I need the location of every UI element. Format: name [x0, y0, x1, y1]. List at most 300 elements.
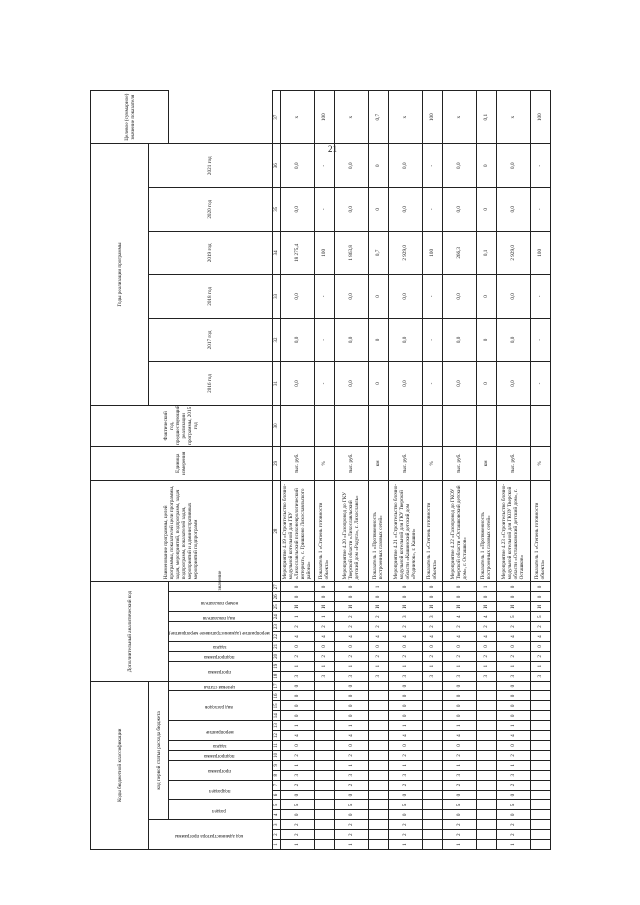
code-cell — [476, 691, 496, 701]
code-cell: 2 — [442, 750, 476, 760]
column-number: 6 — [272, 790, 280, 800]
code-cell: 0 — [530, 592, 550, 602]
code-cell: 2 — [280, 622, 314, 632]
code-cell — [368, 840, 388, 850]
column-number: 29 — [272, 446, 280, 480]
code-cell — [476, 701, 496, 711]
code-cell — [476, 760, 496, 770]
row-unit: км — [476, 446, 496, 480]
row-unit: тыс. руб. — [280, 446, 314, 480]
task-code-header: задача — [212, 743, 227, 749]
year-value: - — [530, 318, 550, 362]
code-cell: 0 — [334, 681, 368, 691]
column-number: 8 — [272, 770, 280, 780]
column-number: 31 — [272, 362, 280, 406]
code-cell — [422, 840, 442, 850]
code-cell: 2 — [368, 612, 388, 622]
code-cell: 1 — [280, 661, 314, 671]
year-value: - — [530, 362, 550, 406]
row-name: Мероприятие 4.22 «Газопровод до ГКОУ Тверской области «Осташковский детский дом», г. Осташков» — [442, 480, 476, 582]
code-cell — [476, 840, 496, 850]
indicator-number-header: номер показателя — [200, 599, 238, 605]
code-cell: 0 — [388, 691, 422, 701]
code-cell: 0 — [280, 681, 314, 691]
code-cell: 0 — [280, 790, 314, 800]
code-cell: 2 — [388, 622, 422, 632]
table-row — [388, 91, 422, 850]
table-row — [442, 91, 476, 850]
code-cell: 0 — [314, 592, 334, 602]
code-cell — [314, 750, 334, 760]
year-value: - — [422, 318, 442, 362]
row-unit: тыс. руб. — [334, 446, 368, 480]
code-cell: 0 — [442, 701, 476, 711]
code-cell: 1 — [368, 582, 388, 592]
target-value-header: значение — [169, 582, 273, 592]
row-target: x — [442, 91, 476, 144]
year-value: 0 — [368, 318, 388, 362]
code-cell: 3 — [442, 671, 476, 681]
code-cell: И — [334, 602, 368, 612]
code-cell: 3 — [422, 612, 442, 622]
column-number-row — [272, 91, 280, 850]
year-value: 0,0 — [280, 275, 314, 319]
code-cell — [368, 820, 388, 830]
code-cell — [314, 790, 334, 800]
column-number: 33 — [272, 275, 280, 319]
code-cell — [422, 810, 442, 820]
code-cell: И — [422, 602, 442, 612]
code-cell: И — [368, 602, 388, 612]
code-cell: 1 — [476, 661, 496, 671]
code-cell — [530, 711, 550, 721]
row-fact — [496, 405, 530, 446]
code-cell: 2 — [314, 651, 334, 661]
code-cell: 0 — [388, 681, 422, 691]
year-value: - — [422, 362, 442, 406]
code-cell: 1 — [334, 840, 368, 850]
column-number: 24 — [272, 612, 280, 622]
row-fact — [334, 405, 368, 446]
code-cell — [422, 790, 442, 800]
code-cell: 1 — [442, 760, 476, 770]
code-cell: 2 — [442, 780, 476, 790]
program-code-header: программа — [207, 768, 231, 774]
code-cell — [314, 681, 334, 691]
code-cell — [422, 830, 442, 840]
code-cell: 2 — [476, 622, 496, 632]
code-cell — [530, 810, 550, 820]
code-cell: 4 — [314, 632, 334, 642]
code-cell: 0 — [388, 592, 422, 602]
code-cell: 0 — [496, 641, 530, 651]
code-cell: 1 — [388, 840, 422, 850]
code-cell: 0 — [530, 641, 550, 651]
code-cell: 0 — [280, 691, 314, 701]
code-cell: 2 — [388, 830, 422, 840]
code-cell: 2 — [442, 622, 476, 632]
year-value: 2 929,0 — [388, 231, 422, 275]
row-unit: % — [314, 446, 334, 480]
row-unit: км — [368, 446, 388, 480]
code-cell — [530, 731, 550, 741]
code-cell: И — [476, 602, 496, 612]
code-cell: 0 — [334, 701, 368, 711]
code-cell: 2 — [368, 651, 388, 661]
row-target: 100 — [314, 91, 334, 144]
row-fact — [442, 405, 476, 446]
code-cell — [422, 731, 442, 741]
row-name: Показатель 1 «Степень готовности объекта» — [530, 480, 550, 582]
code-cell: 0 — [388, 582, 422, 592]
code-cell: 0 — [280, 711, 314, 721]
year-value: 0 — [476, 318, 496, 362]
code-cell: 4 — [334, 731, 368, 741]
code-cell: 0 — [314, 582, 334, 592]
year-value: 2 929,0 — [496, 231, 530, 275]
code-cell: 3 — [496, 770, 530, 780]
code-cell: 5 — [496, 800, 530, 810]
code-cell: 0 — [334, 641, 368, 651]
code-cell: 4 — [530, 632, 550, 642]
code-cell: 2 — [496, 651, 530, 661]
code-cell: 2 — [334, 780, 368, 790]
code-cell: 0 — [280, 810, 314, 820]
code-cell: 3 — [422, 671, 442, 681]
code-cell — [476, 790, 496, 800]
year-value: 0,0 — [388, 318, 422, 362]
code-cell — [476, 810, 496, 820]
code-cell: 4 — [334, 632, 368, 642]
code-cell: 2 — [280, 651, 314, 661]
code-cell — [314, 840, 334, 850]
year-value: - — [422, 188, 442, 232]
code-cell: И — [530, 602, 550, 612]
year-value: 18 275,4 — [280, 231, 314, 275]
column-number: 2 — [272, 830, 280, 840]
row-target: x — [334, 91, 368, 144]
row-target: x — [496, 91, 530, 144]
code-cell: 1 — [442, 661, 476, 671]
code-cell: 0 — [442, 691, 476, 701]
code-cell: 2 — [334, 612, 368, 622]
code-cell: 1 — [334, 661, 368, 671]
years-header: Годы реализации программы — [91, 144, 149, 405]
code-cell: 0 — [476, 641, 496, 651]
year-value: 0,0 — [334, 318, 368, 362]
year-value: 0,0 — [334, 275, 368, 319]
code-cell: 5 — [530, 612, 550, 622]
row-name: Показатель 1 «Протяженность построенных газовых сетей» — [476, 480, 496, 582]
code-cell: 0 — [496, 582, 530, 592]
code-cell: 2 — [496, 820, 530, 830]
code-cell: 3 — [388, 770, 422, 780]
code-cell: 2 — [530, 651, 550, 661]
code-cell — [422, 741, 442, 751]
code-cell: 0 — [388, 641, 422, 651]
code-cell: 0 — [442, 681, 476, 691]
code-cell: 1 — [280, 721, 314, 731]
row-name: Показатель 1 «Степень готовности объекта» — [314, 480, 334, 582]
column-number: 17 — [272, 681, 280, 691]
fact-year-header: Фактический год, предшествующий реализации программы, 2015 год — [91, 405, 273, 446]
code-cell: 0 — [388, 810, 422, 820]
code-cell — [530, 691, 550, 701]
column-number: 27 — [272, 582, 280, 592]
code-cell: 0 — [442, 790, 476, 800]
code-cell — [422, 721, 442, 731]
year-value: 0,0 — [442, 318, 476, 362]
year-value: 0 — [368, 362, 388, 406]
code-cell — [368, 760, 388, 770]
code-cell: 2 — [496, 780, 530, 790]
column-number: 11 — [272, 741, 280, 751]
year-value: 0,0 — [496, 318, 530, 362]
code-cell — [314, 741, 334, 751]
code-cell: 0 — [334, 790, 368, 800]
column-number: 26 — [272, 592, 280, 602]
code-cell — [314, 800, 334, 810]
column-number: 7 — [272, 780, 280, 790]
code-cell — [422, 770, 442, 780]
task2-header: задача — [212, 644, 227, 650]
code-cell: 2 — [442, 651, 476, 661]
code-cell: 2 — [334, 820, 368, 830]
code-cell — [422, 820, 442, 830]
code-cell: 0 — [496, 810, 530, 820]
budget-table-sheet — [90, 90, 578, 850]
code-cell — [530, 830, 550, 840]
code-cell: 2 — [368, 622, 388, 632]
code-cell: И — [442, 602, 476, 612]
year-value: 0,0 — [496, 188, 530, 232]
code-cell: 2 — [422, 651, 442, 661]
column-number: 15 — [272, 701, 280, 711]
code-cell — [368, 770, 388, 780]
row-name: Мероприятие 4.19 «Строительство блочно-модульной котельной для ГБУ «Лихославльский психоневрологический интернат», с. Гришково Лихославльского района» — [280, 480, 314, 582]
code-cell — [530, 760, 550, 770]
code-cell — [476, 731, 496, 741]
subprogram-code-header: подпрограмма — [204, 753, 235, 759]
code-cell: 3 — [388, 612, 422, 622]
row-fact — [476, 405, 496, 446]
code-cell: И — [280, 602, 314, 612]
table-row — [368, 91, 388, 850]
code-cell — [530, 790, 550, 800]
code-cell: 0 — [422, 582, 442, 592]
code-cell — [530, 750, 550, 760]
year-value: 0,0 — [496, 362, 530, 406]
row-name: Мероприятие 4.20 «Газопровод до ГКУ Тверской области «Лихославльский детский дом «Радуга», г. Лихославль» — [334, 480, 368, 582]
row-unit: % — [422, 446, 442, 480]
code-cell — [476, 711, 496, 721]
program2-header: программа — [207, 669, 231, 675]
year-value: 0 — [476, 188, 496, 232]
code-cell: 0 — [496, 681, 530, 691]
code-cell: 1 — [280, 760, 314, 770]
row-fact — [314, 405, 334, 446]
code-cell: 1 — [334, 760, 368, 770]
activity-header: мероприятие (административное мероприятие) — [169, 629, 270, 635]
code-cell: 1 — [314, 612, 334, 622]
code-cell — [476, 741, 496, 751]
code-cell: 0 — [422, 641, 442, 651]
code-cell: 3 — [314, 671, 334, 681]
code-cell: 2 — [388, 820, 422, 830]
code-cell: 1 — [280, 840, 314, 850]
code-cell: 4 — [496, 632, 530, 642]
code-cell: 0 — [388, 741, 422, 751]
year-2016-header: 2016 год — [149, 362, 273, 406]
table-row — [314, 91, 334, 850]
unit-header: Единица измерения — [91, 446, 273, 480]
code-cell: 2 — [334, 750, 368, 760]
year-value: 100 — [314, 231, 334, 275]
code-cell: 2 — [334, 622, 368, 632]
code-cell: 3 — [388, 671, 422, 681]
code-cell: 1 — [476, 582, 496, 592]
year-value: 0 — [368, 275, 388, 319]
code-cell: 0 — [334, 582, 368, 592]
code-cell: 1 — [496, 840, 530, 850]
code-cell: 0 — [530, 582, 550, 592]
code-cell: 0 — [334, 741, 368, 751]
code-cell: 0 — [476, 592, 496, 602]
code-cell — [476, 681, 496, 691]
code-cell — [368, 701, 388, 711]
code-cell — [422, 760, 442, 770]
row-fact — [388, 405, 422, 446]
code-cell: 2 — [496, 622, 530, 632]
code-cell — [368, 681, 388, 691]
code-cell: 0 — [388, 701, 422, 711]
row-name: Показатель 1 «Протяженность построенных газовых сетей» — [368, 480, 388, 582]
row-name: Мероприятие 4.23 «Строительство блочно-модульной котельной для ГКОУ Тверской области «Осташковский детский дом», г. Осташков» — [496, 480, 530, 582]
year-2017-header: 2017 год — [149, 318, 273, 362]
target-item-header: целевая статья — [203, 684, 235, 690]
code-cell: 4 — [476, 612, 496, 622]
row-unit: тыс. руб. — [388, 446, 422, 480]
code-cell: 1 — [368, 661, 388, 671]
code-cell: 2 — [314, 622, 334, 632]
row-target: 0,1 — [476, 91, 496, 144]
table-row — [476, 91, 496, 850]
code-cell — [314, 770, 334, 780]
year-2019-header: 2019 год — [149, 231, 273, 275]
code-cell: И — [314, 602, 334, 612]
table-row — [530, 91, 550, 850]
code-cell: 4 — [442, 612, 476, 622]
code-cell: 0 — [388, 711, 422, 721]
code-cell — [530, 681, 550, 691]
code-cell: 2 — [280, 820, 314, 830]
code-cell — [368, 721, 388, 731]
code-cell — [422, 701, 442, 711]
code-cell — [422, 691, 442, 701]
code-cell — [314, 701, 334, 711]
code-cell — [368, 691, 388, 701]
code-cell: 0 — [280, 582, 314, 592]
code-cell — [530, 780, 550, 790]
code-cell: 0 — [496, 790, 530, 800]
code-cell: 4 — [280, 632, 314, 642]
code-cell — [530, 701, 550, 711]
year-value: 0 — [476, 275, 496, 319]
year-2018-header: 2018 год — [149, 275, 273, 319]
code-cell: 1 — [388, 661, 422, 671]
table-row — [422, 91, 442, 850]
year-value: 0 — [368, 144, 388, 188]
code-cell: 3 — [334, 671, 368, 681]
column-number: 16 — [272, 691, 280, 701]
code-cell: 4 — [442, 731, 476, 741]
code-cell — [368, 750, 388, 760]
code-cell — [314, 731, 334, 741]
code-cell: 4 — [422, 632, 442, 642]
code-cell: 0 — [280, 641, 314, 651]
code-cell — [476, 770, 496, 780]
year-value: 0,0 — [280, 318, 314, 362]
year-value: 0 — [368, 188, 388, 232]
code-cell: 3 — [442, 770, 476, 780]
year-value: 0,0 — [280, 144, 314, 188]
code-cell: И — [388, 602, 422, 612]
expense-code-header: код первой статьи расхода бюджета — [149, 681, 169, 820]
year-value: - — [530, 144, 550, 188]
code-cell — [314, 810, 334, 820]
page-number: 21 — [328, 144, 337, 154]
code-cell — [368, 731, 388, 741]
row-fact — [530, 405, 550, 446]
code-cell: 0 — [442, 741, 476, 751]
year-value: 100 — [422, 231, 442, 275]
table-row — [496, 91, 530, 850]
year-value: 0,0 — [280, 188, 314, 232]
column-number: 32 — [272, 318, 280, 362]
code-cell: 0 — [496, 711, 530, 721]
row-target: x — [280, 91, 314, 144]
code-cell: 1 — [334, 721, 368, 731]
row-target: 100 — [530, 91, 550, 144]
rotated-sheet — [90, 90, 578, 850]
code-cell: 4 — [368, 632, 388, 642]
column-number: 12 — [272, 731, 280, 741]
row-fact — [368, 405, 388, 446]
year-value: 0,0 — [496, 275, 530, 319]
code-cell: 0 — [368, 592, 388, 602]
code-cell: 1 — [496, 661, 530, 671]
column-number: 4 — [272, 810, 280, 820]
code-cell — [314, 721, 334, 731]
program-table — [90, 90, 551, 850]
code-cell — [476, 750, 496, 760]
code-cell — [314, 711, 334, 721]
code-cell: 2 — [388, 750, 422, 760]
code-cell — [314, 760, 334, 770]
code-cell — [476, 830, 496, 840]
code-cell: 5 — [442, 800, 476, 810]
code-cell — [476, 800, 496, 810]
row-fact — [422, 405, 442, 446]
row-target: 100 — [422, 91, 442, 144]
column-number: 5 — [272, 800, 280, 810]
year-value: 0,0 — [442, 275, 476, 319]
column-number: 35 — [272, 188, 280, 232]
code-cell — [476, 780, 496, 790]
code-cell — [314, 830, 334, 840]
year-value: 100 — [530, 231, 550, 275]
year-value: 0,7 — [368, 231, 388, 275]
